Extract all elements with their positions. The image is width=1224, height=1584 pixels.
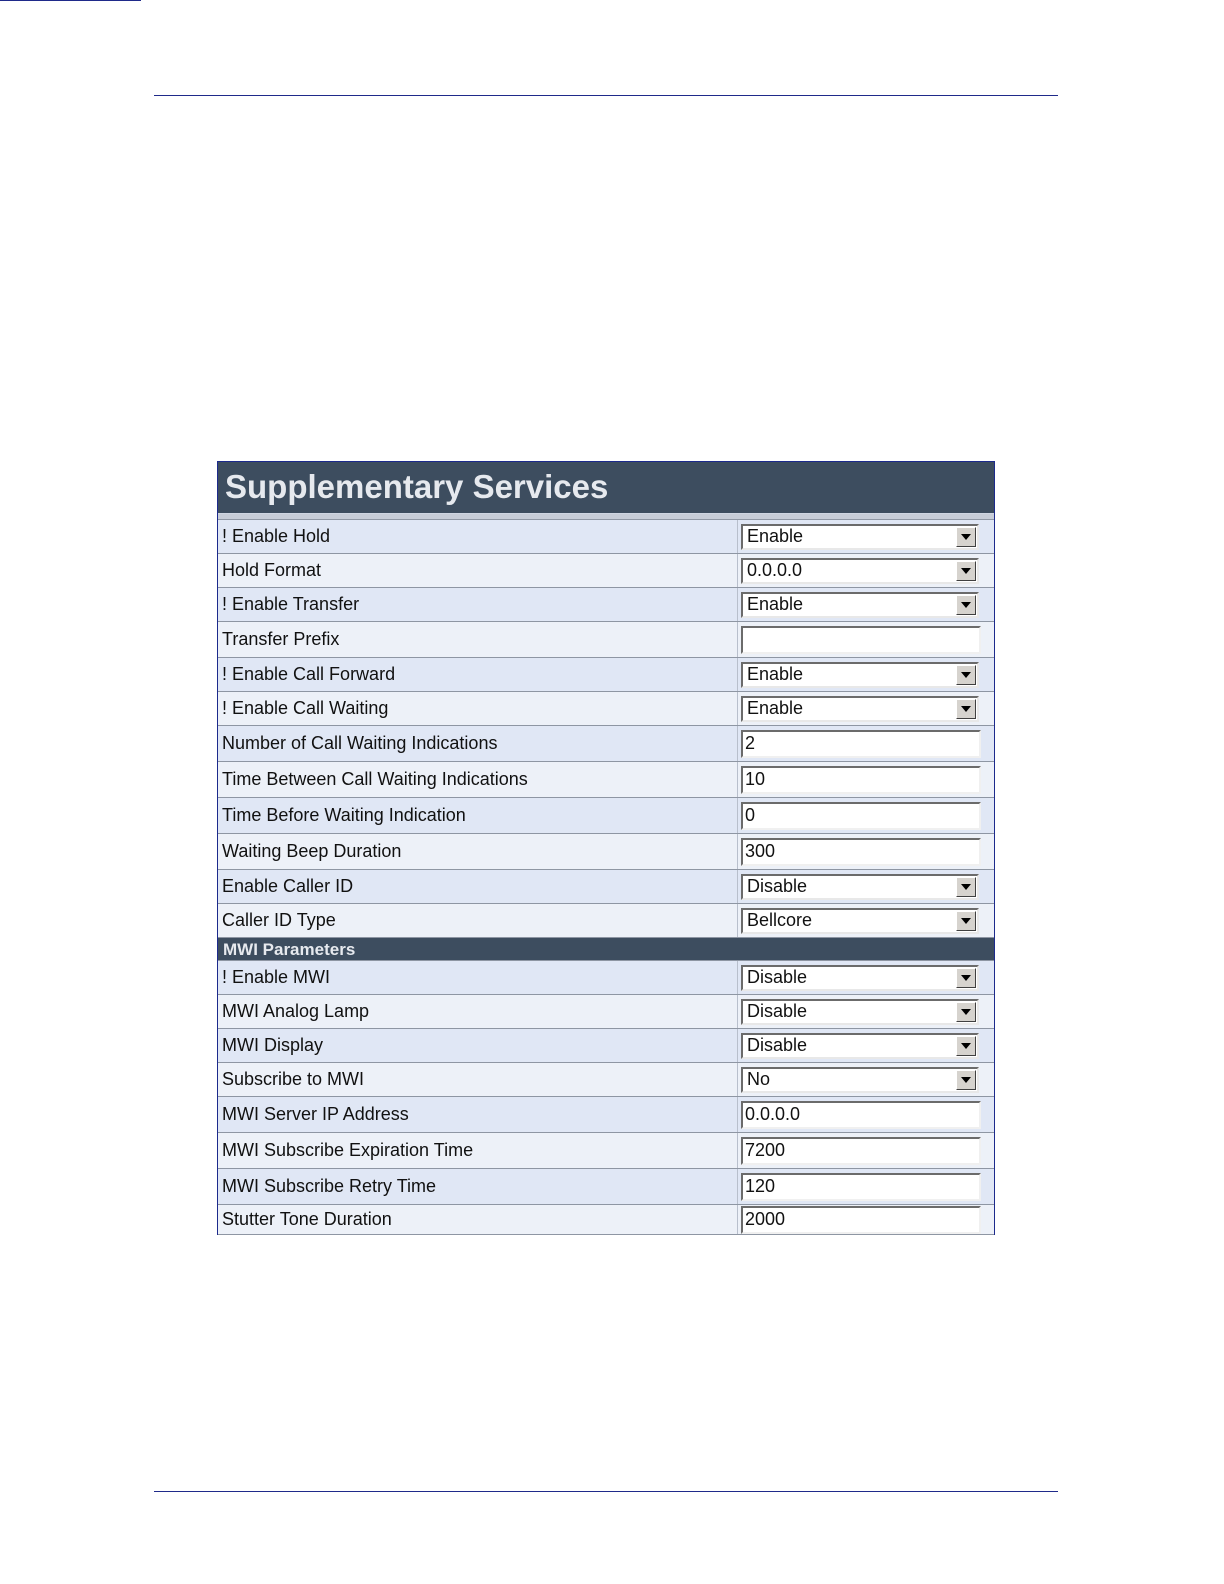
select-enable-call-waiting[interactable] bbox=[741, 696, 979, 722]
select-value: Disable bbox=[747, 1035, 808, 1055]
value-cell bbox=[738, 961, 994, 994]
chevron-down-icon bbox=[961, 1043, 971, 1049]
dropdown-button[interactable] bbox=[956, 1070, 976, 1090]
row-enable-caller-id bbox=[218, 870, 994, 904]
value-cell bbox=[738, 762, 994, 797]
input-waiting-beep-duration[interactable] bbox=[741, 838, 981, 866]
value-cell bbox=[738, 834, 994, 869]
select-mwi-analog-lamp[interactable] bbox=[741, 999, 979, 1025]
dropdown-button[interactable] bbox=[956, 911, 976, 931]
select-value: Disable bbox=[747, 876, 808, 896]
chevron-down-icon bbox=[961, 706, 971, 712]
dropdown-button[interactable] bbox=[956, 561, 976, 581]
main-rows bbox=[218, 520, 994, 938]
select-value: Enable bbox=[747, 664, 804, 684]
value-cell bbox=[738, 798, 994, 833]
input-time-between-call-waiting-indications[interactable] bbox=[741, 766, 981, 794]
input-time-before-waiting-indication[interactable] bbox=[741, 802, 981, 830]
select-mwi-display[interactable] bbox=[741, 1033, 979, 1059]
row-number-of-call-waiting-indications bbox=[218, 726, 994, 762]
input-mwi-subscribe-expiration-time[interactable] bbox=[741, 1137, 981, 1165]
label-mwi-display: MWI Display bbox=[218, 1029, 738, 1062]
input-mwi-subscribe-retry-time[interactable] bbox=[741, 1173, 981, 1201]
label-enable-call-forward: ! Enable Call Forward bbox=[218, 658, 738, 691]
value-cell bbox=[738, 520, 994, 553]
input-mwi-server-ip-address[interactable] bbox=[741, 1101, 981, 1129]
mwi-rows bbox=[218, 961, 994, 1235]
chevron-down-icon bbox=[961, 975, 971, 981]
label-time-between-call-waiting-indications: Time Between Call Waiting Indications bbox=[218, 762, 738, 797]
select-caller-id-type[interactable] bbox=[741, 908, 979, 934]
row-stutter-tone-duration bbox=[218, 1205, 994, 1235]
dropdown-button[interactable] bbox=[956, 1036, 976, 1056]
label-number-of-call-waiting-indications: Number of Call Waiting Indications bbox=[218, 726, 738, 761]
value-cell bbox=[738, 1097, 994, 1132]
select-value: Enable bbox=[747, 698, 804, 718]
chevron-down-icon bbox=[961, 672, 971, 678]
label-enable-transfer: ! Enable Transfer bbox=[218, 588, 738, 621]
row-mwi-subscribe-retry-time bbox=[218, 1169, 994, 1205]
label-waiting-beep-duration: Waiting Beep Duration bbox=[218, 834, 738, 869]
select-value: 0.0.0.0 bbox=[747, 560, 803, 580]
select-enable-caller-id[interactable] bbox=[741, 874, 979, 900]
chevron-down-icon bbox=[961, 568, 971, 574]
value-cell bbox=[738, 904, 994, 937]
row-enable-call-waiting bbox=[218, 692, 994, 726]
select-value: No bbox=[747, 1069, 771, 1089]
label-enable-hold: ! Enable Hold bbox=[218, 520, 738, 553]
section-header-mwi: MWI Parameters bbox=[218, 938, 994, 961]
row-enable-mwi bbox=[218, 961, 994, 995]
row-enable-call-forward bbox=[218, 658, 994, 692]
value-cell bbox=[738, 692, 994, 725]
label-mwi-analog-lamp: MWI Analog Lamp bbox=[218, 995, 738, 1028]
label-enable-call-waiting: ! Enable Call Waiting bbox=[218, 692, 738, 725]
value-cell bbox=[738, 622, 994, 657]
chevron-down-icon bbox=[961, 884, 971, 890]
select-value: Enable bbox=[747, 594, 804, 614]
input-transfer-prefix[interactable] bbox=[741, 626, 981, 654]
select-value: Disable bbox=[747, 967, 808, 987]
dropdown-button[interactable] bbox=[956, 527, 976, 547]
chevron-down-icon bbox=[961, 1009, 971, 1015]
row-transfer-prefix bbox=[218, 622, 994, 658]
supplementary-services-panel bbox=[217, 461, 995, 1235]
input-number-of-call-waiting-indications[interactable] bbox=[741, 730, 981, 758]
row-hold-format bbox=[218, 554, 994, 588]
dropdown-button[interactable] bbox=[956, 877, 976, 897]
chevron-down-icon bbox=[961, 602, 971, 608]
row-enable-hold bbox=[218, 520, 994, 554]
select-enable-mwi[interactable] bbox=[741, 965, 979, 991]
label-subscribe-to-mwi: Subscribe to MWI bbox=[218, 1063, 738, 1096]
select-value: Bellcore bbox=[747, 910, 813, 930]
value-cell bbox=[738, 554, 994, 587]
row-mwi-server-ip-address bbox=[218, 1097, 994, 1133]
row-time-between-call-waiting-indications bbox=[218, 762, 994, 798]
footnote-rule bbox=[0, 0, 141, 1]
chevron-down-icon bbox=[961, 1077, 971, 1083]
row-enable-transfer bbox=[218, 588, 994, 622]
select-hold-format[interactable] bbox=[741, 558, 979, 584]
header-rule bbox=[154, 95, 1058, 96]
panel-title: Supplementary Services bbox=[218, 462, 994, 514]
value-cell bbox=[738, 1205, 994, 1234]
chevron-down-icon bbox=[961, 918, 971, 924]
value-cell bbox=[738, 1169, 994, 1204]
value-cell bbox=[738, 588, 994, 621]
select-enable-transfer[interactable] bbox=[741, 592, 979, 618]
dropdown-button[interactable] bbox=[956, 968, 976, 988]
label-caller-id-type: Caller ID Type bbox=[218, 904, 738, 937]
label-hold-format: Hold Format bbox=[218, 554, 738, 587]
value-cell bbox=[738, 658, 994, 691]
label-enable-mwi: ! Enable MWI bbox=[218, 961, 738, 994]
row-subscribe-to-mwi bbox=[218, 1063, 994, 1097]
dropdown-button[interactable] bbox=[956, 665, 976, 685]
row-waiting-beep-duration bbox=[218, 834, 994, 870]
dropdown-button[interactable] bbox=[956, 1002, 976, 1022]
select-value: Enable bbox=[747, 526, 804, 546]
value-cell bbox=[738, 995, 994, 1028]
value-cell bbox=[738, 1133, 994, 1168]
row-mwi-display bbox=[218, 1029, 994, 1063]
chevron-down-icon bbox=[961, 534, 971, 540]
label-mwi-server-ip-address: MWI Server IP Address bbox=[218, 1097, 738, 1132]
label-time-before-waiting-indication: Time Before Waiting Indication bbox=[218, 798, 738, 833]
row-caller-id-type bbox=[218, 904, 994, 938]
value-cell bbox=[738, 726, 994, 761]
footer-rule bbox=[154, 1491, 1058, 1492]
select-value: Disable bbox=[747, 1001, 808, 1021]
dropdown-button[interactable] bbox=[956, 595, 976, 615]
select-enable-hold[interactable] bbox=[741, 524, 979, 550]
label-stutter-tone-duration: Stutter Tone Duration bbox=[218, 1205, 738, 1234]
label-mwi-subscribe-expiration-time: MWI Subscribe Expiration Time bbox=[218, 1133, 738, 1168]
value-cell bbox=[738, 1029, 994, 1062]
select-enable-call-forward[interactable] bbox=[741, 662, 979, 688]
value-cell bbox=[738, 870, 994, 903]
row-mwi-analog-lamp bbox=[218, 995, 994, 1029]
value-cell bbox=[738, 1063, 994, 1096]
label-mwi-subscribe-retry-time: MWI Subscribe Retry Time bbox=[218, 1169, 738, 1204]
label-transfer-prefix: Transfer Prefix bbox=[218, 622, 738, 657]
label-enable-caller-id: Enable Caller ID bbox=[218, 870, 738, 903]
input-stutter-tone-duration[interactable] bbox=[741, 1206, 981, 1234]
select-subscribe-to-mwi[interactable] bbox=[741, 1067, 979, 1093]
dropdown-button[interactable] bbox=[956, 699, 976, 719]
row-mwi-subscribe-expiration-time bbox=[218, 1133, 994, 1169]
row-time-before-waiting-indication bbox=[218, 798, 994, 834]
